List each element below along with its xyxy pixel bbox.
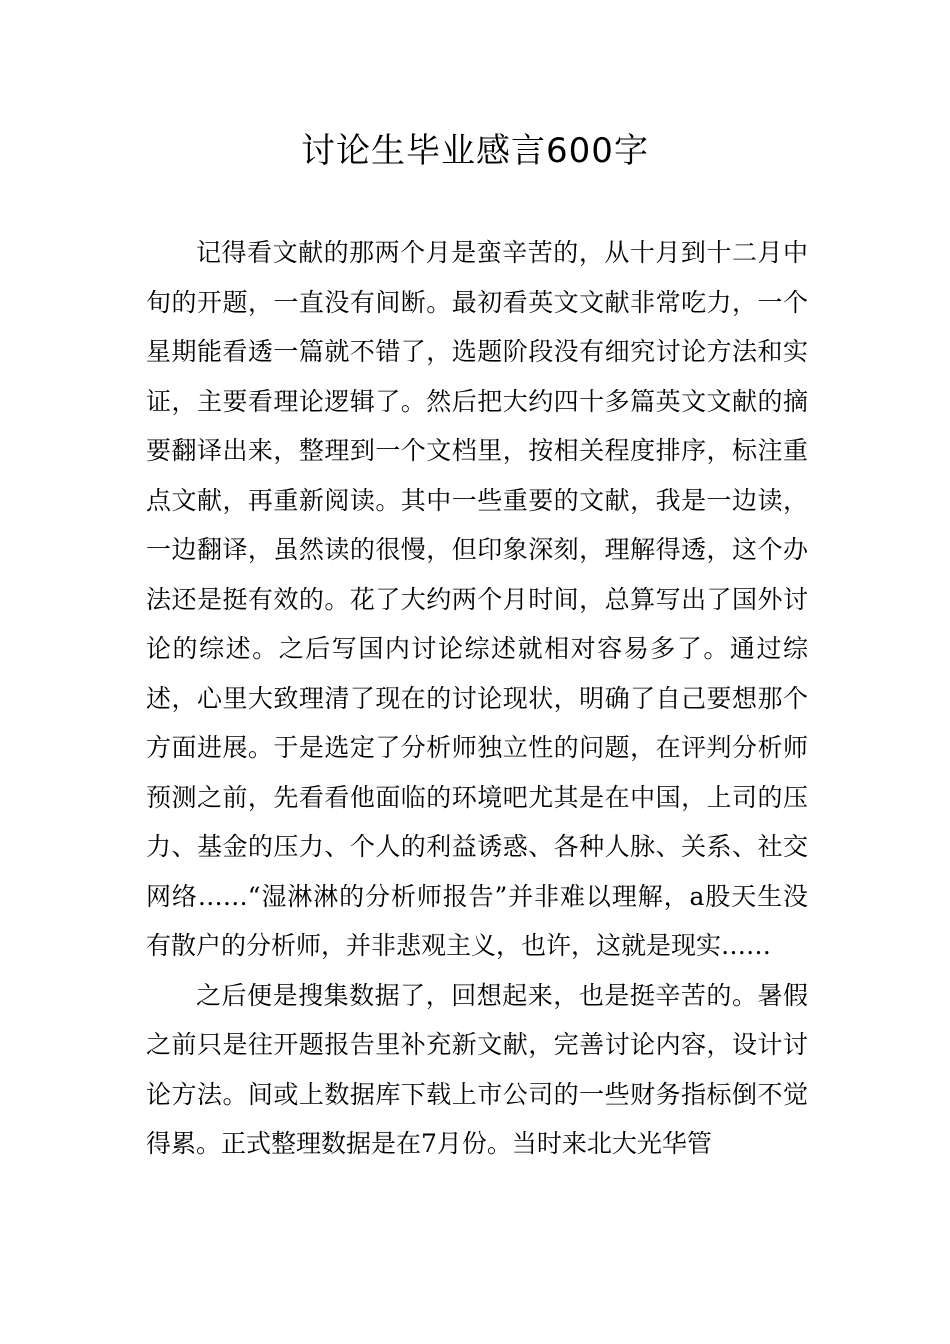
paragraph-2: 之后便是搜集数据了，回想起来，也是挺辛苦的。暑假之前只是往开题报告里补充新文献，完善讨论内容，设计讨论方法。间或上数据库下载上市公司的一些财务指标倒不觉得累。正式整理数据是在7月份。当时来北大光华管 bbox=[146, 980, 808, 1158]
paragraph-1: 记得看文献的那两个月是蛮辛苦的，从十月到十二月中旬的开题，一直没有间断。最初看英文文献非常吃力，一个星期能看透一篇就不错了，选题阶段没有细究讨论方法和实证，主要看理论逻辑了。然后把大约四十多篇英文文献的摘要翻译出来，整理到一个文档里，按相关程度排序，标注重点文献，再重新阅读。其中一些重要的文献，我是一边读，一边翻译，虽然读的很慢，但印象深刻，理解得透，这个办法还是挺有效的。花了大约两个月时间，总算写出了国外讨论的综述。之后写国内讨论综述就相对容易多了。通过综述，心里大致理清了现在的讨论现状，明确了自己要想那个方面进展。于是选定了分析师独立性的问题，在评判分析师预测之前，先看看他面临的环境吧尤其是在中国，上司的压力、基金的压力、个人的利益诱惑、各种人脉、关系、社交网络……“湿淋淋的分析师报告”并非难以理解，a股天生没有散户的分析师，并非悲观主义，也许，这就是现实…… bbox=[146, 238, 808, 960]
document-body bbox=[146, 228, 808, 1169]
document-title: 讨论生毕业感言600字 bbox=[301, 131, 649, 171]
